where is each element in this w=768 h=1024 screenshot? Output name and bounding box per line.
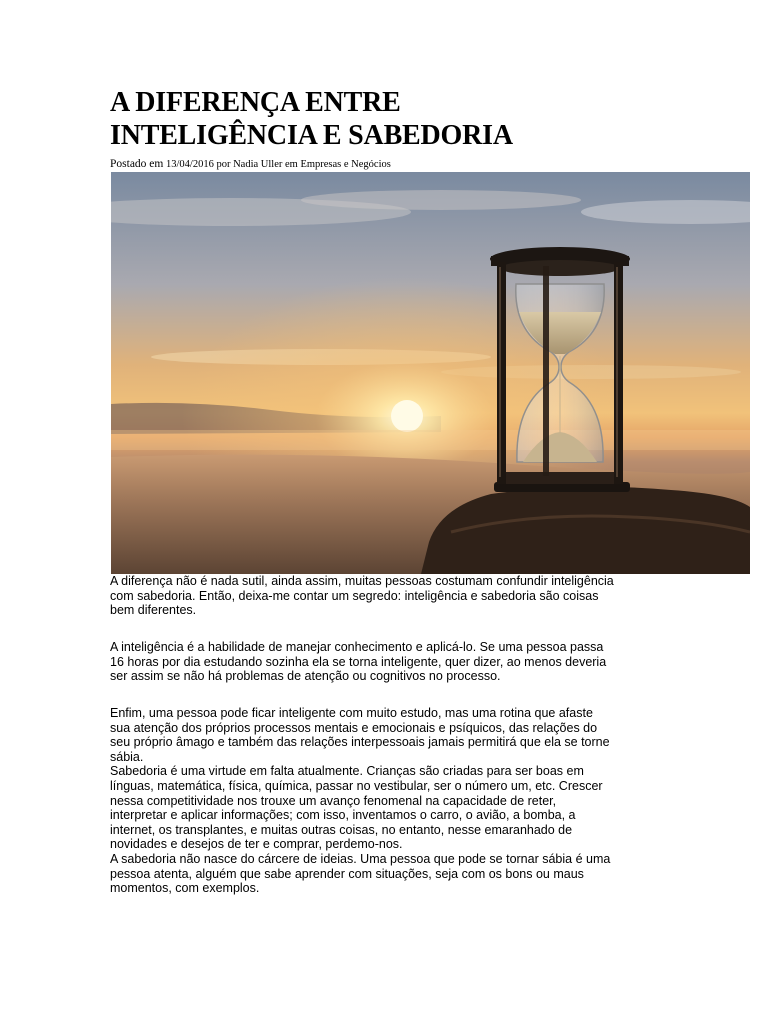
article-paragraph-1 [110,574,670,618]
title-line: INTELIGÊNCIA E SABEDORIA [110,120,513,151]
article-title [110,86,670,152]
text-line: momentos, com exemplos. [110,881,260,896]
meta-author: Nadia Uller [233,159,283,170]
text-line: A diferença não é nada sutil, ainda assim, muitas pessoas costumam confundir inteligência [110,574,614,588]
article-paragraph-3 [110,706,670,896]
text-line: seu próprio âmago e também das relações interpessoais jamais permitirá que ela se torne [110,735,610,750]
text-line: línguas, matemática, física, química, passar no vestibular, ser o número um, etc. Crescer [110,778,603,793]
text-line: bem diferentes. [110,603,197,618]
text-line: nessa competitividade nos trouxe um avanço fenomenal na capacidade de reter, [110,793,557,808]
meta-posted-label: Postado em [110,158,164,170]
text-line: ser assim se não há problemas de atenção ou cognitivos no processo. [110,669,501,684]
meta-category: Empresas e Negócios [300,159,391,170]
text-line: Sabedoria é uma virtude em falta atualmente. Crianças são criadas para ser boas em [110,764,584,779]
hourglass-sunset-photo [111,172,750,574]
meta-by-label: por [216,159,231,170]
title-line: A DIFERENÇA ENTRE [110,87,401,118]
text-line: com sabedoria. Então, deixa-me contar um segredo: inteligência e sabedoria são coisas [110,588,599,603]
text-line: sua atenção dos próprios processos mentais e emocionais e psíquicos, das relações do [110,720,598,735]
text-line: internet, os transplantes, e muitas outras coisas, no entanto, nesse emaranhado de [110,822,573,837]
text-line: A inteligência é a habilidade de manejar conhecimento e aplicá-lo. Se uma pessoa passa [110,640,604,654]
text-line: novidades e desejos de ter e comprar, perdemo-nos. [110,837,403,852]
article-paragraph-2 [110,640,670,684]
text-line: sábia. [110,749,144,764]
text-line: 16 horas por dia estudando sozinha ela se torna inteligente, quer dizer, ao menos deveria [110,654,607,669]
text-line: pessoa atenta, alguém que sabe aprender com situações, seja com os bons ou maus [110,866,584,881]
meta-date: 13/04/2016 [165,159,214,170]
text-line: interpretar e aplicar informações; com isso, inventamos o carro, o avião, a bomba, a [110,808,576,823]
article-meta [110,158,391,171]
text-line: Enfim, uma pessoa pode ficar inteligente com muito estudo, mas uma rotina que afaste [110,706,593,720]
meta-in-label: em [284,159,298,170]
text-line: A sabedoria não nasce do cárcere de ideias. Uma pessoa que pode se tornar sábia é uma [110,851,611,866]
